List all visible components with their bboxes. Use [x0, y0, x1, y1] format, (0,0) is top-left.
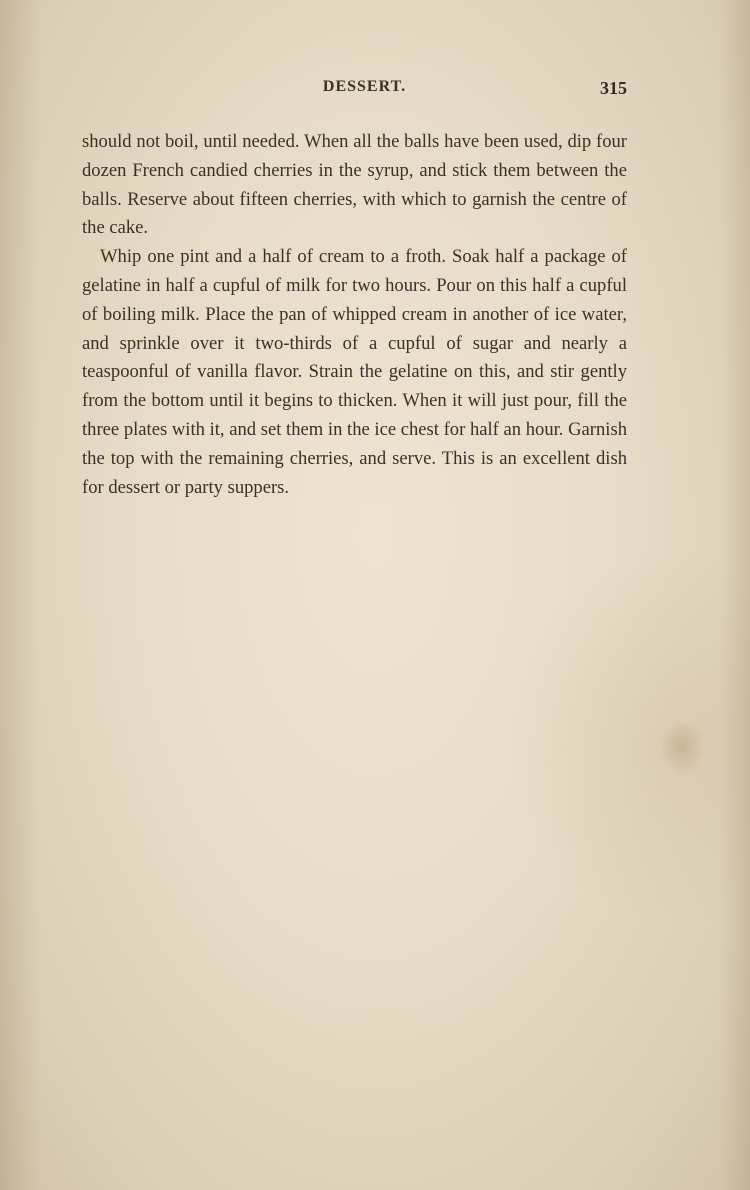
running-head — [82, 78, 627, 102]
page-edge-shadow-left — [0, 0, 40, 1190]
running-title: DESSERT. — [322, 78, 407, 95]
page-number: 315 — [600, 78, 627, 98]
paragraph-recipe-step: Whip one pint and a half of cream to a froth. Soak half a package of gelatine in half a cupful of milk for two hours. Pour on this half a cupful of boiling milk. Place the pan of whipped cream in another of ice water, and sprinkle over it two-thirds of a cupful of sugar and nearly a teaspoonful of vanilla flavor. Strain the gelatine on this, and stir gently from the bottom until it begins to thicken. When it will just pour, fill the three plates with it, and set them in the ice chest for half an hour. Garnish the top with the remaining cherries, and serve. This is an excellent dish for dessert or party suppers. — [82, 246, 627, 498]
page-edge-shadow-right — [720, 0, 750, 1190]
paragraph-continued: should not boil, until needed. When all the balls have been used, dip four dozen French candied cherries in the syrup, and stick them between the balls. Reserve about fifteen cherries, with which to garnish the centre of the cake. — [82, 131, 627, 239]
paper-stain — [660, 720, 705, 775]
body-text — [82, 128, 627, 502]
